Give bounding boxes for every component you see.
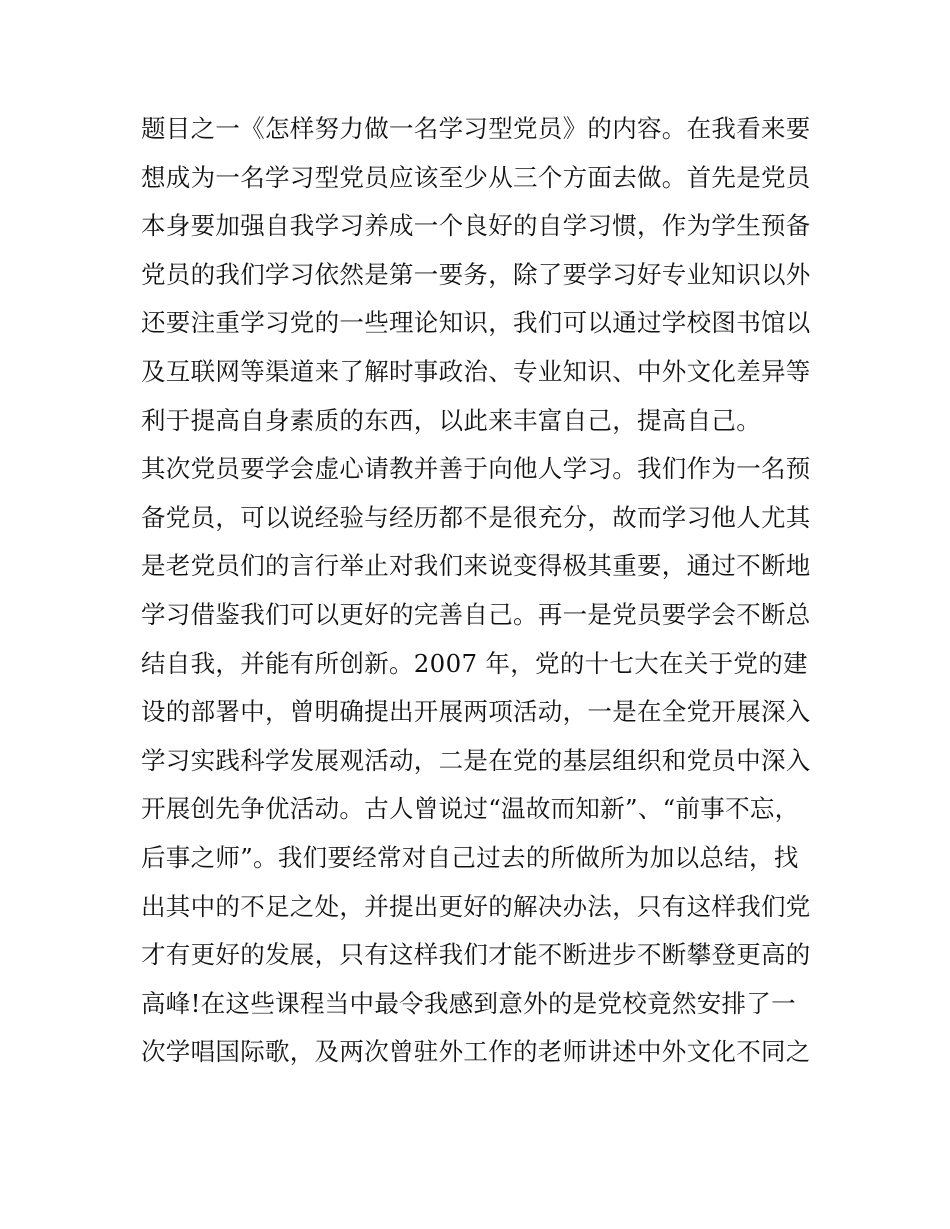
text-line: 结自我，并能有所创新。2007 年，党的十七大在关于党的建 (141, 648, 808, 678)
text-line: 备党员，可以说经验与经历都不是很充分，故而学习他人尤其 (141, 502, 811, 532)
text-line: 本身要加强自我学习养成一个良好的自学习惯，作为学生预备 (141, 211, 811, 241)
text-line: 及互联网等渠道来了解时事政治、专业知识、中外文化差异等 (141, 356, 811, 386)
text-line: 题目之一《怎样努力做一名学习型党员》的内容。在我看来要 (141, 114, 811, 143)
text-line: 出其中的不足之处，并提出更好的解决办法，只有这样我们党 (141, 891, 811, 921)
text-line: 党员的我们学习依然是第一要务，除了要学习好专业知识以外 (141, 259, 811, 289)
text-line: 设的部署中，曾明确提出开展两项活动，一是在全党开展深入 (141, 697, 811, 727)
text-line: 利于提高自身素质的东西，以此来丰富自己，提高自己。 (141, 405, 761, 435)
text-line: 开展创先争优活动。古人曾说过“温故而知新”、“前事不忘， (141, 794, 800, 824)
text-line: 学习实践科学发展观活动，二是在党的基层组织和党员中深入 (141, 745, 811, 775)
text-line: 高峰!在这些课程当中最令我感到意外的是党校竟然安排了一 (141, 988, 796, 1018)
text-line: 是老党员们的言行举止对我们来说变得极其重要，通过不断地 (141, 551, 811, 581)
text-line: 学习借鉴我们可以更好的完善自己。再一是党员要学会不断总 (141, 599, 811, 629)
text-line: 想成为一名学习型党员应该至少从三个方面去做。首先是党员 (141, 162, 811, 192)
text-line: 后事之师”。我们要经常对自己过去的所做所为加以总结，找 (141, 842, 799, 872)
text-line: 还要注重学习党的一些理论知识，我们可以通过学校图书馆以 (141, 308, 811, 338)
text-line: 才有更好的发展，只有这样我们才能不断进步不断攀登更高的 (141, 940, 811, 970)
text-line: 其次党员要学会虚心请教并善于向他人学习。我们作为一名预 (141, 454, 811, 484)
body-text (141, 105, 821, 1077)
text-line: 次学唱国际歌，及两次曾驻外工作的老师讲述中外文化不同之 (141, 1037, 811, 1067)
